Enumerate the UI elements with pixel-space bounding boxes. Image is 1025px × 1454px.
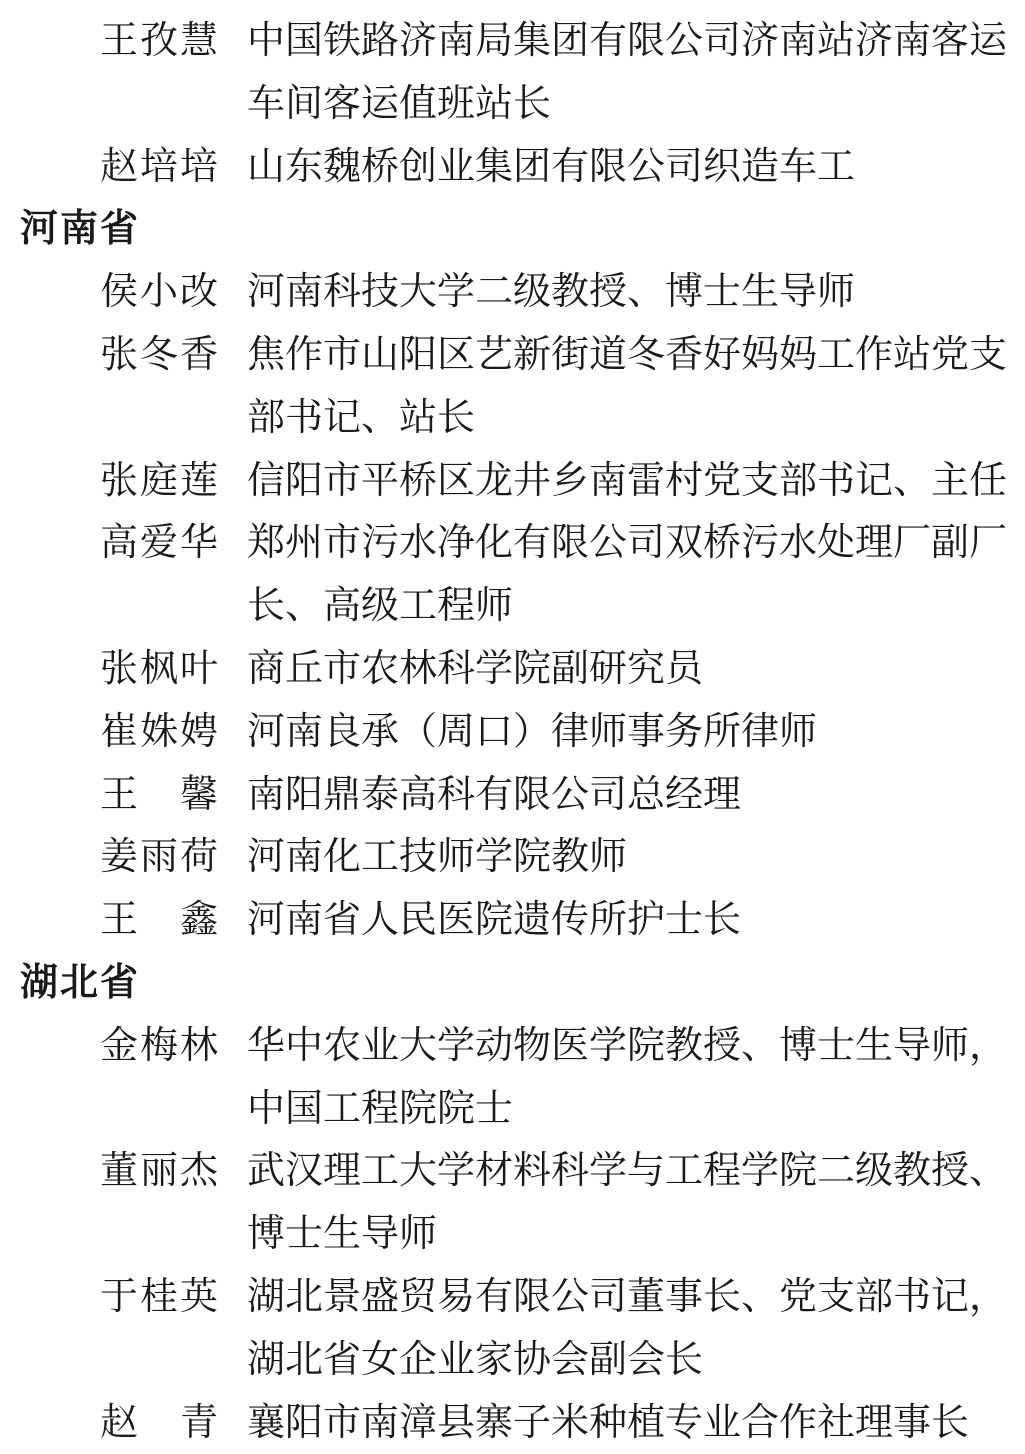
- honor-roll-list: [0, 10, 1025, 1454]
- person-name: 赵培培: [100, 145, 221, 188]
- person-title: 河南省人民医院遗传所护士长: [247, 899, 742, 942]
- list-item: [100, 701, 1025, 764]
- list-item: [100, 324, 1025, 450]
- list-item: [100, 1015, 1025, 1141]
- person-name: 张冬香: [100, 333, 221, 376]
- person-title: 河南化工技师学院教师: [247, 836, 628, 879]
- person-title: 河南良承（周口）律师事务所律师: [247, 710, 818, 753]
- province-header: 河南省: [20, 208, 141, 251]
- person-title: 湖北景盛贸易有限公司董事长、党支部书记，湖北省女企业家协会副会长: [247, 1275, 1008, 1381]
- person-name: 张枫叶: [100, 647, 221, 690]
- person-name: 王孜慧: [100, 20, 221, 62]
- person-title: 信阳市平桥区龙井乡南雷村党支部书记、主任: [247, 459, 1008, 502]
- list-item: [100, 638, 1025, 701]
- person-name: 王 馨: [100, 773, 221, 816]
- list-item: [100, 450, 1025, 513]
- person-title: 襄阳市南漳县寨子米种植专业合作社理事长: [247, 1401, 970, 1444]
- person-name: 高爱华: [100, 522, 221, 565]
- person-title: 商丘市农林科学院副研究员: [247, 647, 704, 690]
- person-title: 郑州市污水净化有限公司双桥污水处理厂副厂长、高级工程师: [247, 522, 1008, 628]
- person-name: 于桂英: [100, 1275, 221, 1318]
- list-item: [100, 512, 1025, 638]
- person-name: 崔姝娉: [100, 710, 221, 753]
- list-item: [100, 261, 1025, 324]
- list-item: [100, 889, 1025, 952]
- person-name: 金梅林: [100, 1024, 221, 1067]
- province-header: 湖北省: [20, 961, 141, 1004]
- person-name: 董丽杰: [100, 1150, 221, 1193]
- person-title: 河南科技大学二级教授、博士生导师: [247, 271, 856, 314]
- person-title: 武汉理工大学材料科学与工程学院二级教授、博士生导师: [247, 1150, 1008, 1256]
- list-item: [100, 10, 1025, 136]
- person-name: 赵 青: [100, 1401, 221, 1444]
- person-title: 南阳鼎泰高科有限公司总经理: [247, 773, 742, 816]
- list-item: [100, 1140, 1025, 1266]
- list-item: [100, 1392, 1025, 1454]
- list-item: [100, 826, 1025, 889]
- person-title: 中国铁路济南局集团有限公司济南站济南客运车间客运值班站长: [247, 20, 1008, 125]
- person-title: 华中农业大学动物医学院教授、博士生导师，中国工程院院士: [247, 1024, 1008, 1130]
- person-name: 姜雨荷: [100, 836, 221, 879]
- person-name: 王 鑫: [100, 899, 221, 942]
- list-item: [100, 1266, 1025, 1392]
- list-item: [100, 764, 1025, 827]
- list-item: [100, 136, 1025, 199]
- person-name: 张庭莲: [100, 459, 221, 502]
- person-name: 侯小改: [100, 271, 221, 314]
- person-title: 焦作市山阳区艺新街道冬香好妈妈工作站党支部书记、站长: [247, 333, 1008, 439]
- person-title: 山东魏桥创业集团有限公司织造车工: [247, 145, 856, 188]
